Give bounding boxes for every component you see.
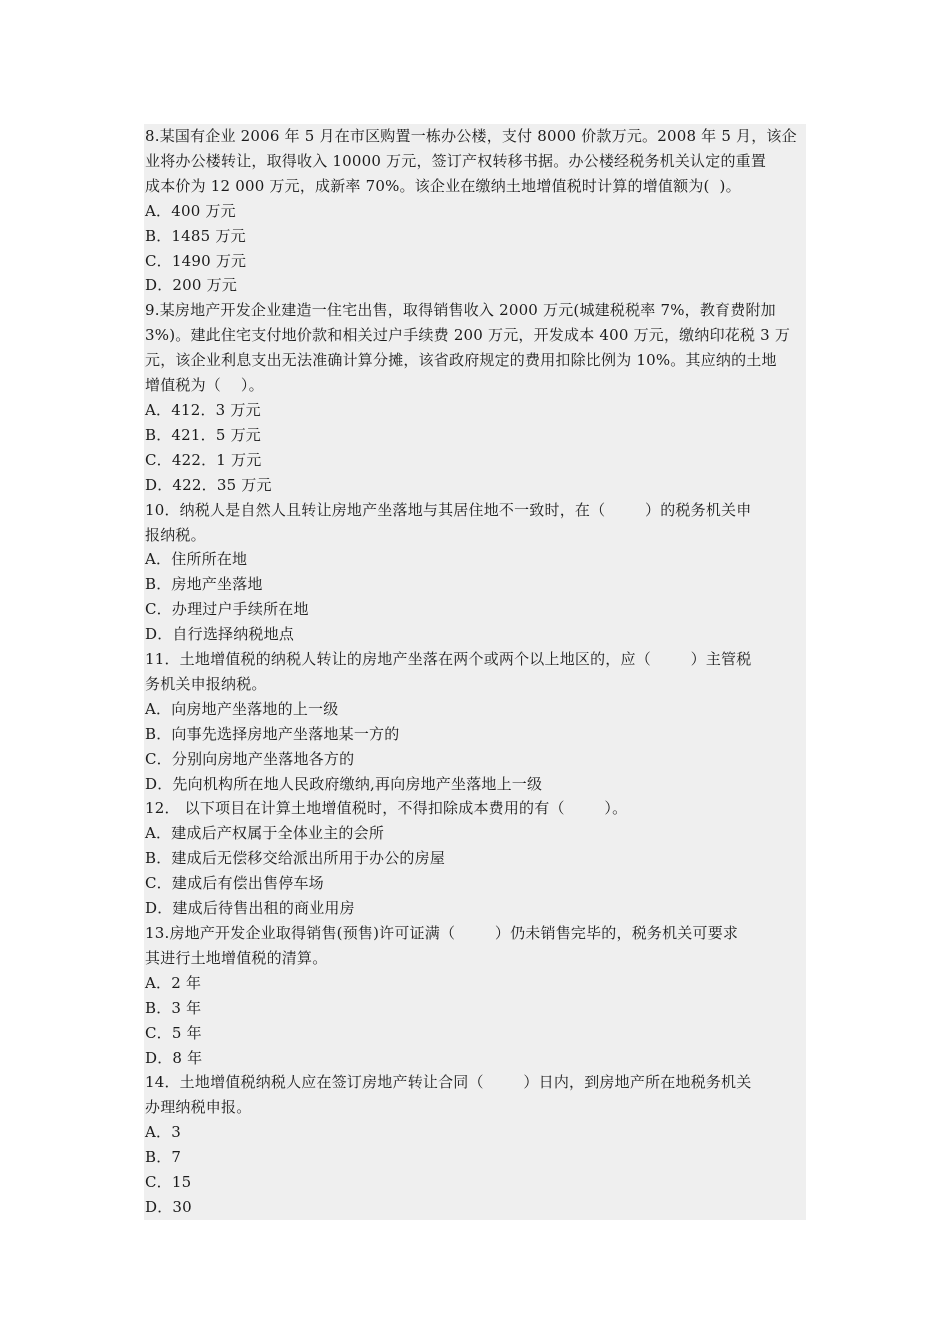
option-d: D．建成后待售出租的商业用房 (144, 896, 806, 921)
question-stem-line: 14．土地增值税纳税人应在签订房地产转让合同（ ）日内，到房地产所在地税务机关 (144, 1070, 806, 1095)
option-d: D．422．35 万元 (144, 473, 806, 498)
option-a: A．向房地产坐落地的上一级 (144, 697, 806, 722)
question-stem-line: 11．土地增值税的纳税人转让的房地产坐落在两个或两个以上地区的，应（ ）主管税 (144, 647, 806, 672)
option-b: B．421．5 万元 (144, 423, 806, 448)
question-12 (144, 796, 806, 921)
option-b: B．建成后无偿移交给派出所用于办公的房屋 (144, 846, 806, 871)
question-stem-line: 10．纳税人是自然人且转让房地产坐落地与其居住地不一致时，在（ ）的税务机关申 (144, 498, 806, 523)
question-stem-line: 报纳税。 (144, 523, 806, 548)
option-c: C．15 (144, 1170, 806, 1195)
option-b: B．3 年 (144, 996, 806, 1021)
option-d: D．30 (144, 1195, 806, 1220)
question-10 (144, 498, 806, 647)
option-d: D．先向机构所在地人民政府缴纳,再向房地产坐落地上一级 (144, 772, 806, 797)
option-c: C．1490 万元 (144, 249, 806, 274)
option-b: B．7 (144, 1145, 806, 1170)
question-9 (144, 298, 806, 497)
question-stem-line: 业将办公楼转让，取得收入 10000 万元，签订产权转移书据。办公楼经税务机关认定的重置 (144, 149, 806, 174)
option-a: A．412．3 万元 (144, 398, 806, 423)
question-8 (144, 124, 806, 298)
option-b: B．房地产坐落地 (144, 572, 806, 597)
question-14 (144, 1070, 806, 1219)
document-page (144, 124, 806, 1220)
question-13 (144, 921, 806, 1070)
question-stem-line: 务机关申报纳税。 (144, 672, 806, 697)
question-stem-line: 成本价为 12 000 万元，成新率 70%。该企业在缴纳土地增值税时计算的增值额为( )。 (144, 174, 806, 199)
option-c: C．分别向房地产坐落地各方的 (144, 747, 806, 772)
option-c: C．422．1 万元 (144, 448, 806, 473)
option-a: A．建成后产权属于全体业主的会所 (144, 821, 806, 846)
question-11 (144, 647, 806, 796)
option-a: A．3 (144, 1120, 806, 1145)
question-stem-line: 办理纳税申报。 (144, 1095, 806, 1120)
option-b: B．1485 万元 (144, 224, 806, 249)
option-d: D．200 万元 (144, 273, 806, 298)
option-c: C．5 年 (144, 1021, 806, 1046)
option-a: A．2 年 (144, 971, 806, 996)
question-stem-line: 12． 以下项目在计算土地增值税时，不得扣除成本费用的有（ ）。 (144, 796, 806, 821)
option-a: A．住所所在地 (144, 547, 806, 572)
option-b: B．向事先选择房地产坐落地某一方的 (144, 722, 806, 747)
option-d: D．自行选择纳税地点 (144, 622, 806, 647)
option-a: A．400 万元 (144, 199, 806, 224)
question-stem-line: 8.某国有企业 2006 年 5 月在市区购置一栋办公楼，支付 8000 价款万元。2008 年 5 月，该企 (144, 124, 806, 149)
question-stem-line: 其进行土地增值税的清算。 (144, 946, 806, 971)
option-c: C．建成后有偿出售停车场 (144, 871, 806, 896)
question-stem-line: 元，该企业利息支出无法准确计算分摊，该省政府规定的费用扣除比例为 10%。其应纳的土地 (144, 348, 806, 373)
question-stem-line: 3%)。建此住宅支付地价款和相关过户手续费 200 万元，开发成本 400 万元，缴纳印花税 3 万 (144, 323, 806, 348)
option-c: C．办理过户手续所在地 (144, 597, 806, 622)
question-stem-line: 13.房地产开发企业取得销售(预售)许可证满（ ）仍未销售完毕的，税务机关可要求 (144, 921, 806, 946)
option-d: D．8 年 (144, 1046, 806, 1071)
question-stem-line: 9.某房地产开发企业建造一住宅出售，取得销售收入 2000 万元(城建税税率 7%，教育费附加 (144, 298, 806, 323)
question-stem-line: 增值税为（ ）。 (144, 373, 806, 398)
